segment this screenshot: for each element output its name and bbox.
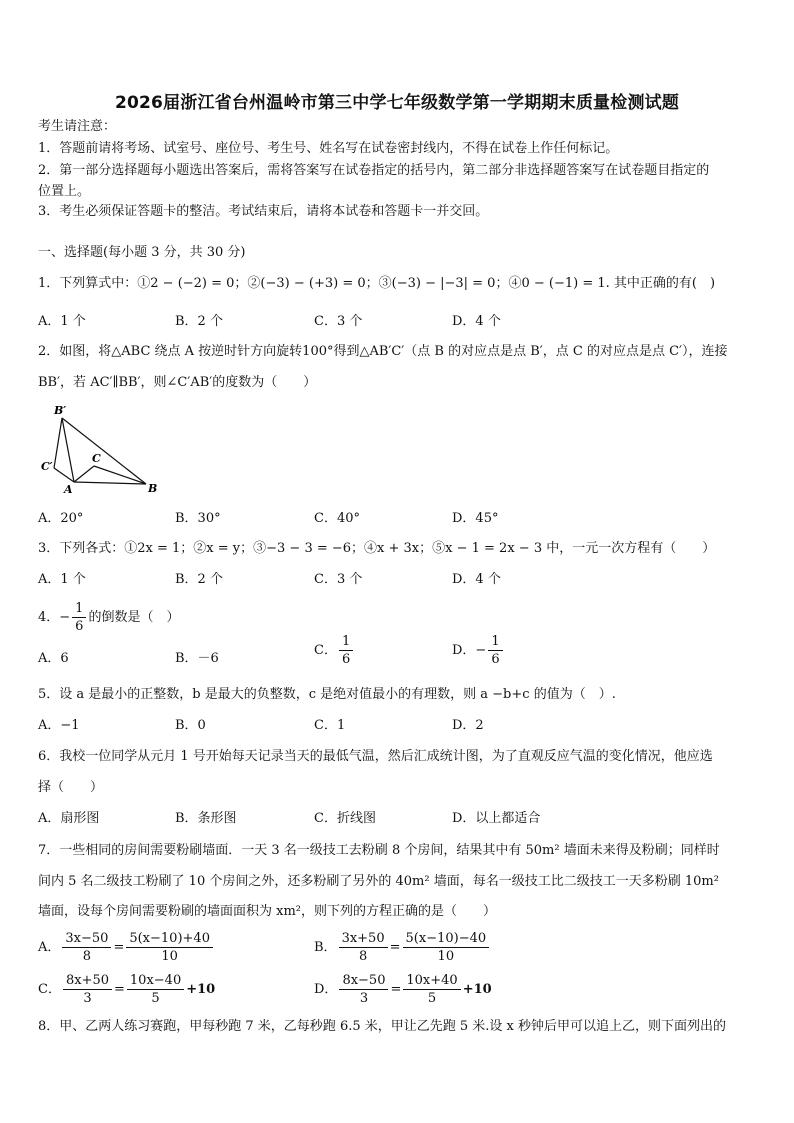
q7-b-right-fraction	[403, 930, 490, 965]
q4-option-d	[452, 633, 505, 668]
q7-a-label: A．	[38, 940, 61, 955]
page-title: 2026届浙江省台州温岭市第三中学七年级数学第一学期期末质量检测试题	[114, 93, 680, 113]
q7-a-eq: =	[113, 940, 125, 955]
q7-c-ln: 8x+50	[63, 972, 112, 990]
q7-c-eq: =	[114, 982, 125, 997]
label-c-prime: C′	[41, 460, 53, 473]
question-6-line-2: 择（ ）	[38, 780, 104, 795]
q4-option-a: A．6	[38, 651, 69, 666]
q7-c-left-fraction	[63, 972, 112, 1007]
q7-b-rn: 5(x−10)−40	[403, 930, 490, 948]
q7-b-eq: =	[389, 940, 401, 955]
q1-option-a: A．1 个	[38, 314, 86, 329]
q4-option-c-label: C．	[314, 643, 337, 658]
q7-c-right-fraction	[127, 972, 184, 1007]
q7-a-rn: 5(x−10)+40	[126, 930, 213, 948]
q2-option-b: B．30°	[175, 511, 221, 526]
q1-option-c: C．3 个	[314, 314, 363, 329]
q7-b-ld: 8	[358, 949, 368, 964]
question-7-line-2: 间内 5 名二级技工粉刷了 10 个房间之外，还多粉刷了另外的 40m² 墙面，每名一级技工比二级技工一天多粉刷 10m²	[38, 874, 719, 889]
q7-option-b	[314, 930, 491, 965]
question-7-line-1: 7．一些相同的房间需要粉刷墙面．一天 3 名一级技工去粉刷 8 个房间，结果其中有 50m² 墙面未来得及粉刷；同样时	[38, 843, 720, 858]
q7-d-ld: 3	[359, 991, 369, 1006]
q4-option-c-fraction	[339, 633, 353, 668]
q4-option-d-fraction	[488, 633, 502, 668]
q6-option-c: C．折线图	[314, 811, 376, 826]
question-4-stem	[38, 600, 756, 635]
q7-d-rn: 10x+40	[403, 972, 460, 990]
q6-option-a: A．扇形图	[38, 811, 100, 826]
label-b: B	[148, 482, 158, 495]
q2-option-d: D．45°	[452, 511, 499, 526]
q4-option-b: B．－6	[175, 651, 219, 666]
q7-b-left-fraction	[339, 930, 388, 965]
question-6-line-1: 6．我校一位同学从元月 1 号开始每天记录当天的最低气温，然后汇成统计图，为了直观反应气温的变化情况，他应选	[38, 749, 713, 764]
question-5-stem: 5．设 a 是最小的正整数，b 是最大的负整数，c 是绝对值最小的有理数，则 a −b+c 的值为（ ）.	[38, 687, 616, 702]
notice-item-1: 1．答题前请将考场、试室号、座位号、考生号、姓名写在试卷密封线内，不得在试卷上作任何标记。	[38, 141, 619, 156]
q7-option-c	[38, 972, 215, 1007]
section-heading: 一、选择题(每小题 3 分，共 30 分)	[38, 245, 246, 260]
q3-option-b: B．2 个	[175, 572, 223, 587]
q4-c-den: 6	[341, 652, 351, 667]
q5-option-c: C．1	[314, 718, 346, 733]
q4-frac-den: 6	[75, 619, 84, 634]
q5-option-a: A．−1	[38, 718, 80, 733]
q7-a-ln: 3x−50	[62, 930, 111, 948]
question-2-line-1: 2．如图，将△ABC 绕点 A 按逆时针方向旋转100°得到△AB′C′（点 B 的对应点是点 B′，点 C 的对应点是点 C′），连接	[38, 344, 728, 359]
q7-d-left-fraction	[339, 972, 388, 1007]
label-b-prime: B′	[54, 404, 67, 417]
q7-a-right-fraction	[126, 930, 213, 965]
q7-d-rd: 5	[427, 991, 437, 1006]
q1-option-d: D．4 个	[452, 314, 501, 329]
q7-a-left-fraction	[62, 930, 111, 965]
notice-item-3: 3．考生必须保证答题卡的整洁。考试结束后，请将本试卷和答题卡一并交回。	[38, 204, 489, 219]
q4-fraction	[72, 600, 86, 635]
q4-c-num: 1	[339, 633, 353, 651]
label-a: A	[64, 483, 73, 496]
q7-d-tail: +10	[462, 982, 492, 997]
q6-option-d: D．以上都适合	[452, 811, 541, 826]
q7-c-tail: +10	[186, 982, 216, 997]
question-8-line-1: 8．甲、乙两人练习赛跑，甲每秒跑 7 米，乙每秒跑 6.5 米，甲让乙先跑 5 米.设 x 秒钟后甲可以追上乙，则下面列出的	[38, 1019, 727, 1034]
q7-a-rd: 10	[161, 949, 178, 964]
q2-option-c: C．40°	[314, 511, 360, 526]
q4-option-c	[314, 633, 355, 668]
q7-c-rn: 10x−40	[127, 972, 184, 990]
q3-option-c: C．3 个	[314, 572, 363, 587]
q7-c-ld: 3	[83, 991, 92, 1006]
q4-d-den: 6	[491, 652, 500, 667]
rotation-figure	[36, 400, 166, 496]
q7-option-a	[38, 930, 215, 965]
notice-item-2: 2．第一部分选择题每小题选出答案后，需将答案写在试卷指定的括号内，第二部分非选择题答案写在试卷题目指定的	[38, 163, 710, 178]
q2-option-a: A．20°	[38, 511, 84, 526]
q4-frac-num: 1	[72, 600, 86, 618]
q7-b-rd: 10	[437, 949, 455, 964]
notice-heading: 考生请注意：	[38, 119, 117, 134]
label-c: C	[92, 452, 101, 465]
q1-option-b: B．2 个	[175, 314, 223, 329]
q3-option-a: A．1 个	[38, 572, 86, 587]
notice-item-2-cont: 位置上。	[38, 184, 91, 199]
q4-prefix: 4．−	[38, 610, 71, 625]
q7-b-ln: 3x+50	[339, 930, 388, 948]
q7-b-label: B．	[314, 940, 337, 955]
q5-option-b: B．0	[175, 718, 206, 733]
q4-d-num: 1	[488, 633, 502, 651]
question-7-line-3: 墙面，设每个房间需要粉刷的墙面面积为 xm²，则下列的方程正确的是（ ）	[38, 904, 497, 919]
q4-suffix: 的倒数是（ ）	[88, 610, 180, 625]
question-1-stem: 1．下列算式中：①2 − (−2) = 0；②(−3) − (+3) = 0；③(−3) − |−3| = 0；④0 − (−1) = 1. 其中正确的有( )	[38, 276, 716, 291]
q7-c-label: C．	[38, 982, 61, 997]
q7-c-rd: 5	[151, 991, 160, 1006]
q7-d-eq: =	[390, 982, 402, 997]
q4-option-d-label: D．−	[452, 643, 487, 658]
q3-option-d: D．4 个	[452, 572, 501, 587]
q7-a-ld: 8	[82, 949, 92, 964]
q7-d-label: D．	[314, 982, 338, 997]
question-3-stem: 3．下列各式：①2x = 1；②x = y；③−3 − 3 = −6；④x + 3x；⑤x − 1 = 2x − 3 中，一元一次方程有（ ）	[38, 541, 716, 556]
q7-d-right-fraction	[403, 972, 460, 1007]
q5-option-d: D．2	[452, 718, 484, 733]
q7-d-ln: 8x−50	[339, 972, 388, 990]
q6-option-b: B．条形图	[175, 811, 237, 826]
q7-option-d	[314, 972, 492, 1007]
question-2-line-2: BB′，若 AC′∥BB′，则∠C′AB′的度数为（ ）	[38, 375, 317, 390]
